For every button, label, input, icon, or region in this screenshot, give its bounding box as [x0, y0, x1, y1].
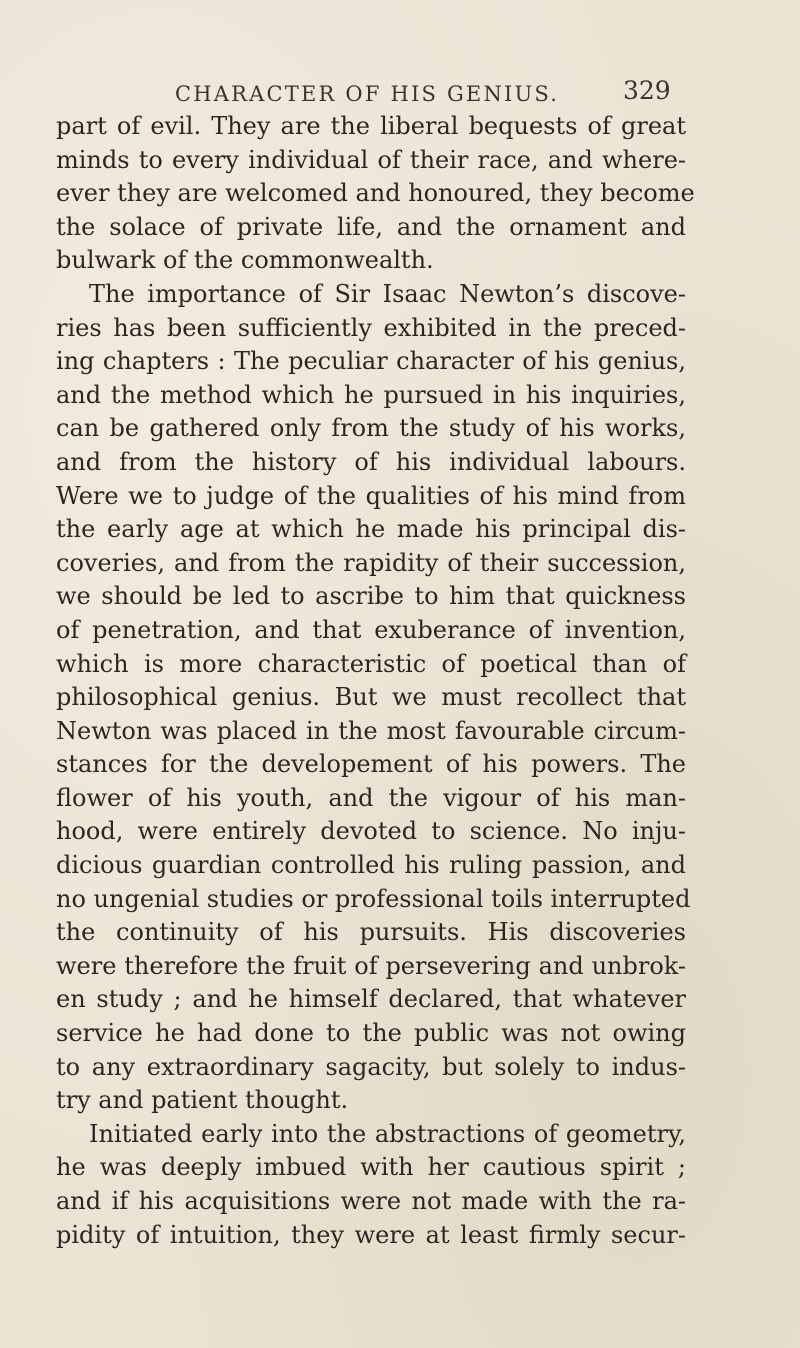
text-line: dicious guardian controlled his ruling passion, and [56, 851, 686, 880]
text-line: of penetration, and that exuberance of invention, [56, 615, 686, 644]
text-line: the early age at which he made his principal dis- [56, 515, 686, 544]
text-line: flower of his youth, and the vigour of his man- [56, 783, 686, 812]
text-line: and from the history of his individual labours. [56, 447, 686, 476]
page-number: 329 [623, 76, 671, 105]
running-head: CHARACTER OF HIS GENIUS. [175, 82, 560, 106]
text-line: which is more characteristic of poetical than of [56, 649, 686, 678]
text-line: service he had done to the public was not owing [56, 1019, 686, 1048]
text-line: were therefore the fruit of persevering and unbrok- [56, 951, 686, 980]
text-line: no ungenial studies or professional toils interrupted [56, 884, 691, 913]
text-line: can be gathered only from the study of his works, [56, 414, 686, 443]
text-line: the solace of private life, and the ornament and [56, 212, 686, 241]
text-line: Newton was placed in the most favourable circum- [56, 716, 686, 745]
text-line: stances for the developement of his powers. The [56, 750, 686, 779]
text-line: ever they are welcomed and honoured, they become [56, 179, 695, 208]
body-text [56, 110, 695, 1252]
text-line: try and patient thought. [56, 1086, 349, 1115]
text-line: part of evil. They are the liberal bequests of great [56, 112, 686, 140]
text-line: and the method which he pursued in his inquiries, [56, 380, 686, 409]
text-line: coveries, and from the rapidity of their succession, [56, 548, 686, 577]
text-line: he was deeply imbued with her cautious spirit ; [56, 1153, 686, 1182]
text-line: The importance of Sir Isaac Newton’s discove- [89, 279, 686, 308]
text-line: and if his acquisitions were not made with the ra- [56, 1187, 686, 1215]
text-line: hood, were entirely devoted to science. No inju- [56, 817, 686, 846]
text-line: ries has been sufficiently exhibited in the preced- [56, 313, 686, 342]
text-line: we should be led to ascribe to him that quickness [56, 582, 686, 611]
text-line: ing chapters : The peculiar character of his genius, [56, 347, 686, 376]
text-line: pidity of intuition, they were at least firmly secur- [56, 1220, 686, 1249]
text-line: en study ; and he himself declared, that whatever [56, 985, 686, 1014]
text-line: Initiated early into the abstractions of geometry, [89, 1119, 686, 1148]
text-line: bulwark of the commonwealth. [56, 246, 434, 275]
text-line: philosophical genius. But we must recollect that [56, 683, 686, 712]
text-line: Were we to judge of the qualities of his mind from [56, 481, 686, 510]
text-line: the continuity of his pursuits. His discoveries [56, 918, 686, 947]
text-line: minds to every individual of their race, and where- [56, 145, 686, 174]
text-line: to any extraordinary sagacity, but solely to indus- [56, 1052, 686, 1081]
